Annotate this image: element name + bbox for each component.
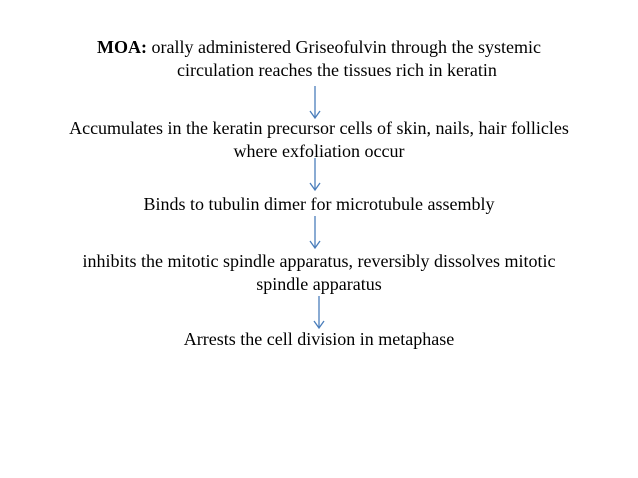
step-moa-line-1: [0, 36, 638, 59]
down-arrow-icon: [313, 296, 325, 330]
step-moa: [0, 36, 638, 82]
moa-label: MOA:: [97, 37, 148, 57]
step-inhibits-line-2: spindle apparatus: [256, 274, 382, 294]
down-arrow-icon: [309, 86, 321, 120]
step-arrests-line-1: Arrests the cell division in metaphase: [183, 329, 455, 349]
step-moa-text-1: orally administered Griseofulvin through the systemic: [147, 37, 541, 57]
step-accumulates-line-1: Accumulates in the keratin precursor cells of skin, nails, hair follicles: [69, 118, 569, 138]
step-binds-line-1: Binds to tubulin dimer for microtubule assembly: [143, 194, 495, 214]
step-arrests: [0, 328, 638, 351]
step-accumulates: [0, 117, 638, 163]
down-arrow-icon: [309, 158, 321, 192]
step-accumulates-line-2: where exfoliation occur: [233, 141, 405, 161]
step-inhibits-line-1: inhibits the mitotic spindle apparatus, reversibly dissolves mitotic: [82, 251, 556, 271]
step-inhibits: [0, 250, 638, 296]
down-arrow-icon: [309, 216, 321, 250]
step-moa-text-2: circulation reaches the tissues rich in keratin: [177, 60, 497, 80]
step-binds: [0, 193, 638, 216]
